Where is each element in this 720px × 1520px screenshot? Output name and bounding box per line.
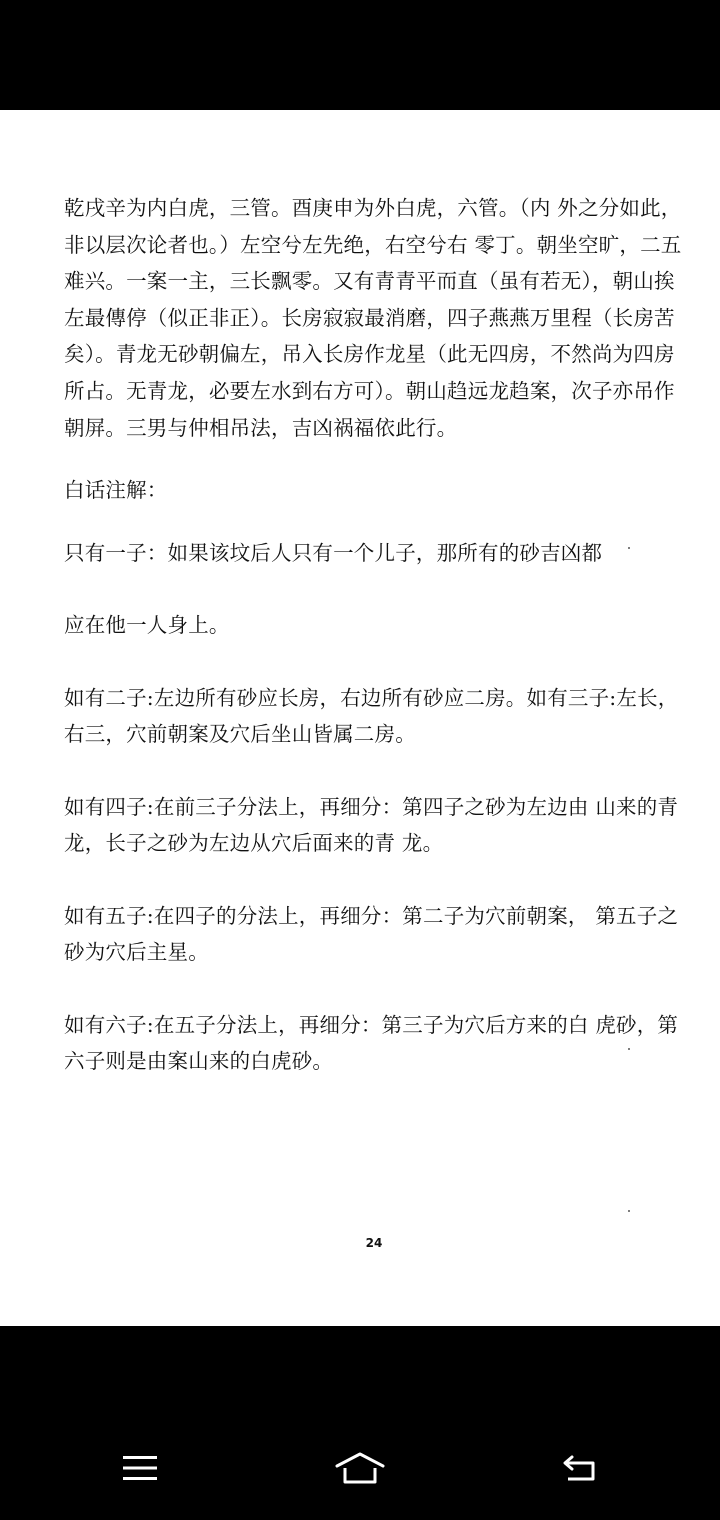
- scan-speck: [628, 1210, 630, 1212]
- home-button[interactable]: [330, 1446, 390, 1490]
- paragraph-one-son: 只有一子：如果该坟后人只有一个儿子，那所有的砂吉凶都: [64, 540, 603, 565]
- page-number: 24: [365, 1236, 383, 1250]
- scan-speck: [628, 547, 630, 549]
- menu-button[interactable]: [110, 1446, 170, 1490]
- document-page[interactable]: [0, 110, 720, 1326]
- back-icon: [560, 1453, 600, 1483]
- scan-speck: [628, 1048, 630, 1050]
- paragraph-six-sons: 如有六子:在五子分法上，再细分：第三子为穴后方来的白 虎砂，第六子则是由案山来的白虎砂。: [64, 1012, 679, 1074]
- home-icon: [335, 1451, 385, 1485]
- paragraph-five-sons: 如有五子:在四子的分法上，再细分：第二子为穴前朝案， 第五子之砂为穴后主星。: [64, 903, 679, 965]
- paragraph-original-text: 乾戌辛为内白虎，三管。酉庚申为外白虎，六管。（内 外之分如此，非以层次论者也。）左空兮左先绝，右空兮右 零丁。朝坐空旷，二五难兴。一案一主，三长飘零。又有青青平而直（虽有若无），朝山挨左最傳停（似正非正）。长房寂寂最消磨，四子燕燕万里程（长房苦矣）。青龙无砂朝偏左，吊入长房作龙星（此无四房，不然尚为四房所占。无青龙，必要左水到右方可）。朝山趋远龙趋案，次子亦吊作 朝屏。三男与仲相吊法，吉凶祸福依此行。: [64, 196, 682, 440]
- navigation-bar: [0, 1326, 720, 1520]
- paragraph-annotation-heading: 白话注解：: [64, 478, 168, 503]
- paragraph-one-son-cont: 应在他一人身上。: [64, 613, 230, 638]
- back-button[interactable]: [550, 1446, 610, 1490]
- paragraph-four-sons: 如有四子:在前三子分法上，再细分：第四子之砂为左边由 山来的青龙，长子之砂为左边从穴后面来的青 龙。: [64, 794, 679, 856]
- paragraph-two-sons: 如有二子:左边所有砂应长房，右边所有砂应二房。如有三子:左长，右三，穴前朝案及穴后坐山皆属二房。: [64, 685, 679, 747]
- status-bar: [0, 0, 720, 110]
- menu-icon: [122, 1454, 158, 1482]
- document-body: [64, 190, 684, 1080]
